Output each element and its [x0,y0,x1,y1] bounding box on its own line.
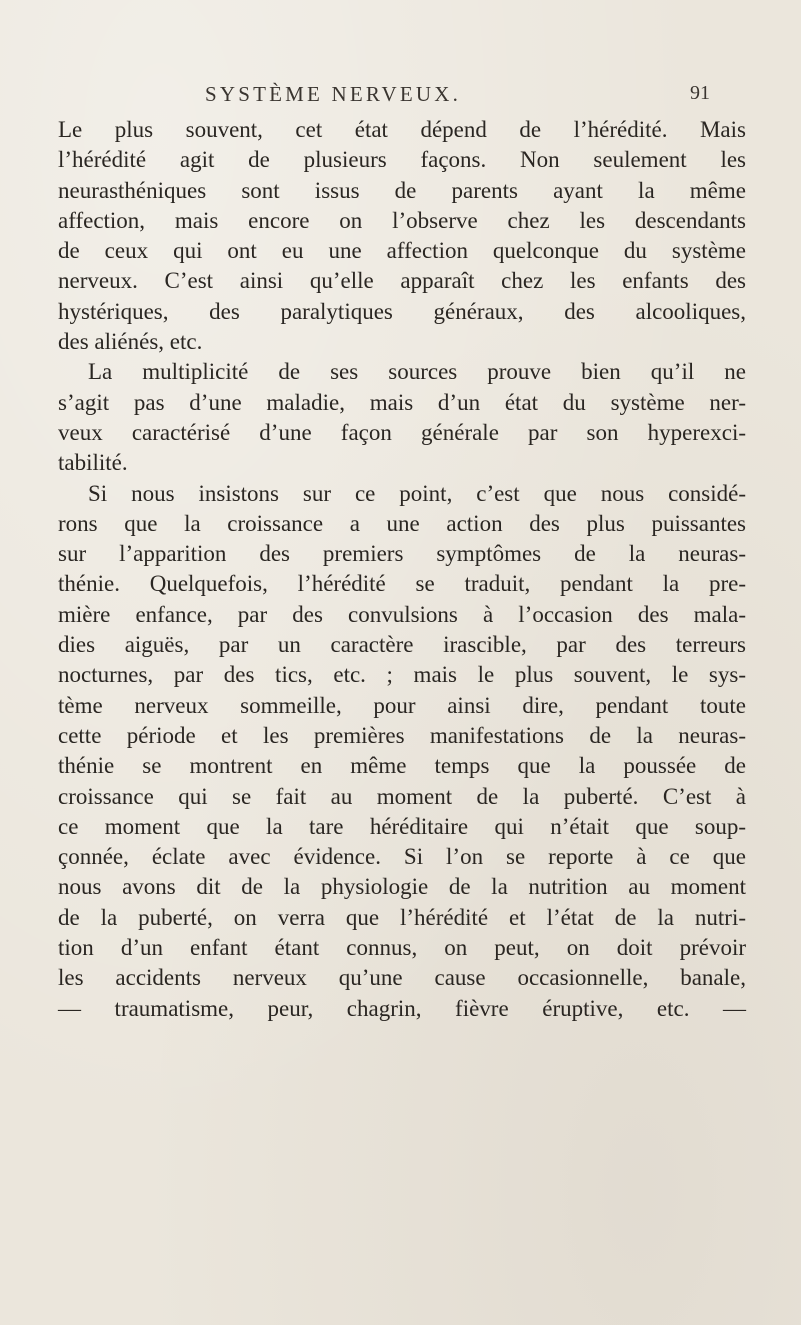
text-line: de ceux qui ont eu une affection quelconque du système [58,238,746,264]
text-line: thénie se montrent en même temps que la poussée de [58,753,746,779]
text-line: nerveux. C’est ainsi qu’elle apparaît chez les enfants des [58,268,746,294]
text-line: des aliénés, etc. [58,329,203,355]
text-line: thénie. Quelquefois, l’hérédité se traduit, pendant la pre- [58,571,746,597]
text-line: cette période et les premières manifestations de la neuras- [58,722,746,748]
text-line: nocturnes, par des tics, etc. ; mais le plus souvent, le sys- [58,662,746,688]
text-line: Si nous insistons sur ce point, c’est que nous considé- [88,480,746,506]
text-line: mière enfance, par des convulsions à l’occasion des mala- [58,601,746,627]
text-line: neurasthéniques sont issus de parents ayant la même [58,177,746,203]
page-number: 91 [690,82,710,104]
text-line: s’agit pas d’une maladie, mais d’un état du système ner- [58,389,746,415]
text-line: hystériques, des paralytiques généraux, des alcooliques, [58,298,746,324]
text-line: l’hérédité agit de plusieurs façons. Non seulement les [58,147,746,173]
text-line: rons que la croissance a une action des plus puissantes [58,510,746,536]
text-line: veux caractérisé d’une façon générale par son hyperexci- [58,419,746,445]
text-line: les accidents nerveux qu’une cause occasionnelle, banale, [58,965,746,991]
text-line: Le plus souvent, cet état dépend de l’hérédité. Mais [58,117,746,142]
text-line: affection, mais encore on l’observe chez les descendants [58,207,746,233]
body-text [58,115,746,1024]
text-line: çonnée, éclate avec évidence. Si l’on se reporte à ce que [58,844,746,870]
text-line: tion d’un enfant étant connus, on peut, on doit prévoir [58,935,746,961]
text-line: croissance qui se fait au moment de la puberté. C’est à [58,783,746,809]
text-line: — traumatisme, peur, chagrin, fièvre éruptive, etc. — [58,995,746,1021]
text-line: La multiplicité de ses sources prouve bien qu’il ne [88,359,746,385]
text-line: tème nerveux sommeille, pour ainsi dire, pendant toute [58,692,746,718]
text-line: nous avons dit de la physiologie de la nutrition au moment [58,874,746,900]
text-line: de la puberté, on verra que l’hérédité et l’état de la nutri- [58,904,746,930]
page-header [205,82,710,108]
text-line: dies aiguës, par un caractère irascible, par des terreurs [58,632,746,658]
text-line: tabilité. [58,450,128,476]
text-line: ce moment que la tare héréditaire qui n’était que soup- [58,813,746,839]
text-line: sur l’apparition des premiers symptômes de la neuras- [58,541,746,567]
running-head: SYSTÈME NERVEUX. [205,82,462,106]
